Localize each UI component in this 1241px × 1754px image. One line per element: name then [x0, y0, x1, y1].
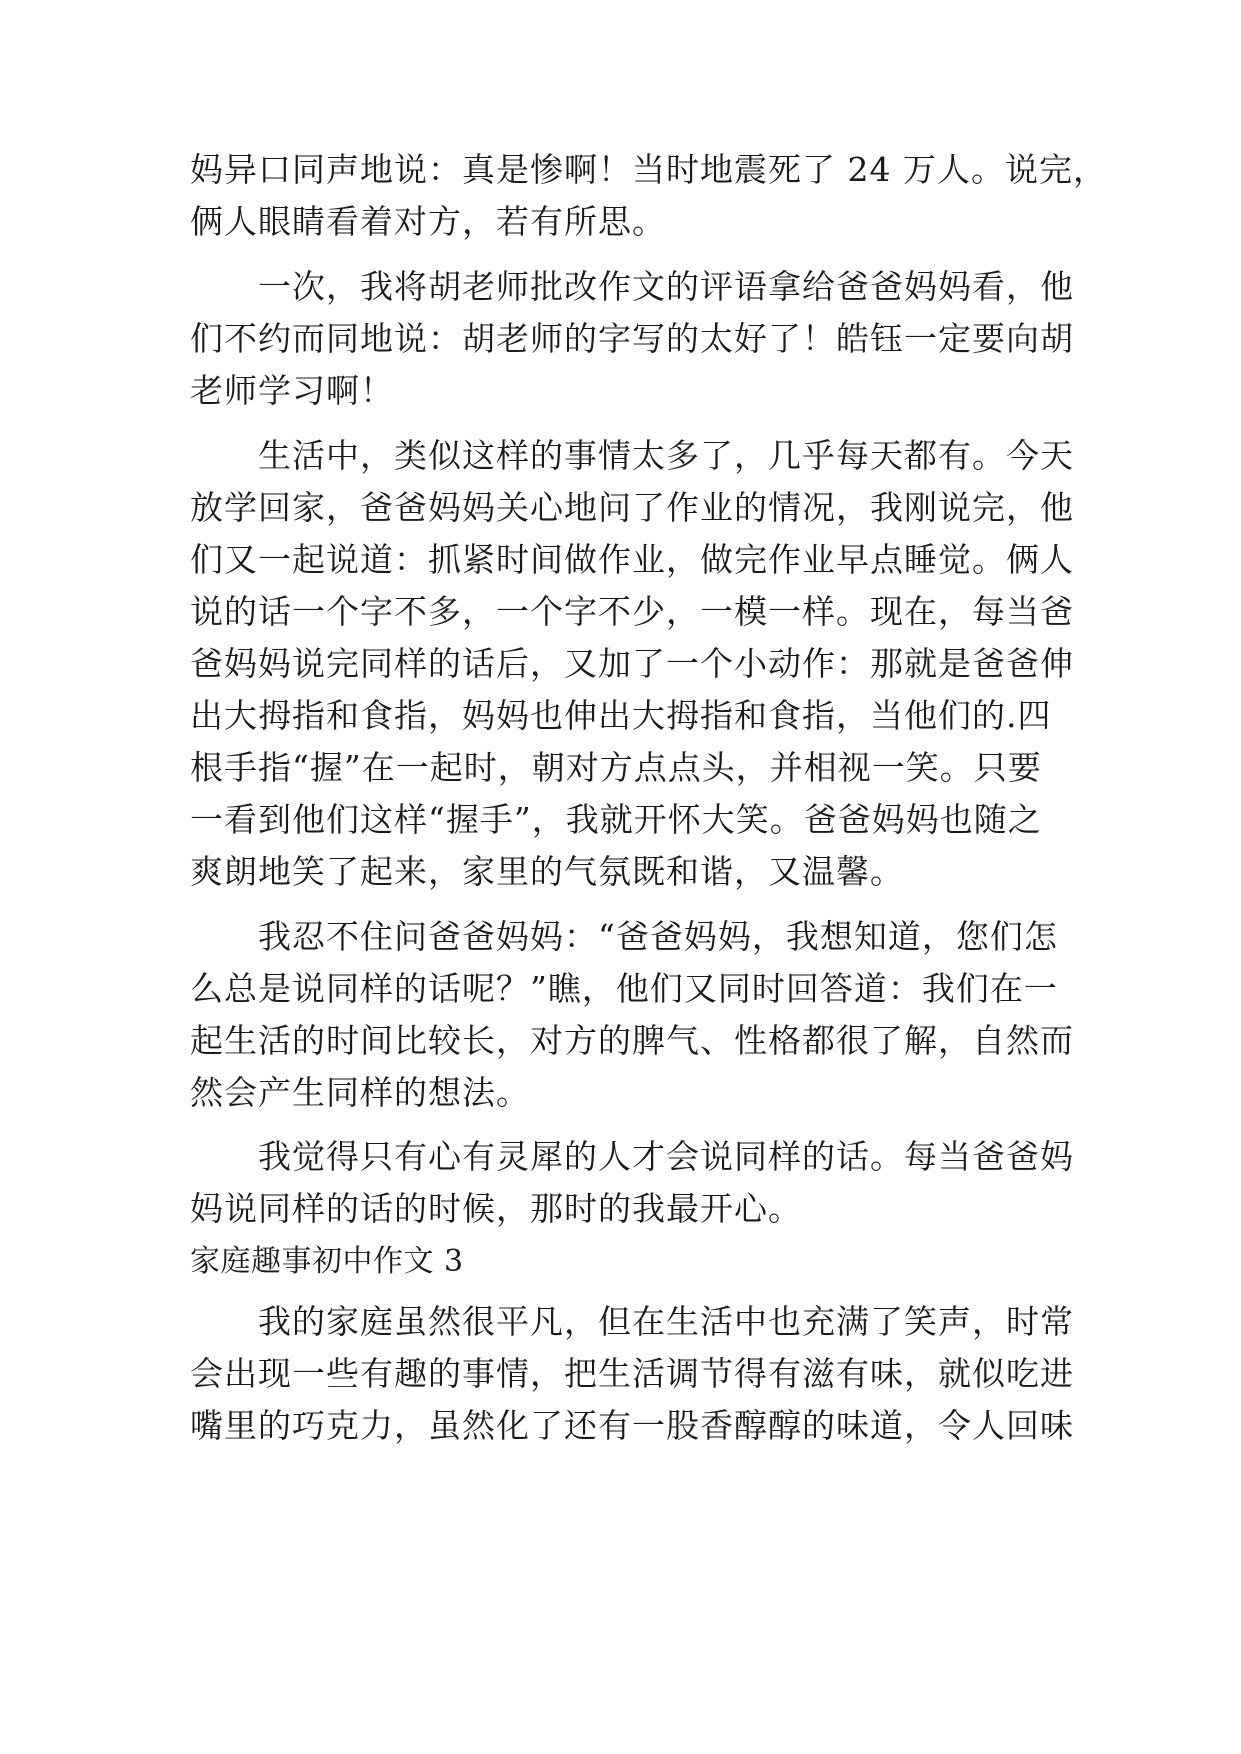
text-line: 老师学习啊！: [190, 371, 394, 410]
text-line: 妈异口同声地说：真是惨啊！当时地震死了 24 万人。说完，: [190, 150, 1107, 189]
text-line: 起生活的时间比较长，对方的脾气、性格都很了解，自然而: [190, 1021, 1074, 1060]
text-line: 一次，我将胡老师批改作文的评语拿给爸爸妈妈看，他: [190, 267, 1074, 306]
text-line: 妈说同样的话的时候，那时的我最开心。: [190, 1189, 802, 1228]
text-line: 俩人眼睛看着对方，若有所思。: [190, 202, 666, 241]
text-line: 一看到他们这样“握手”，我就开怀大笑。爸爸妈妈也随之: [190, 800, 1042, 839]
text-line: 根手指“握”在一起时，朝对方点点头，并相视一笑。只要: [190, 748, 1042, 787]
section-heading: 家庭趣事初中作文 3: [190, 1244, 464, 1279]
text-line: 出大拇指和食指，妈妈也伸出大拇指和食指，当他们的.四: [190, 696, 1052, 735]
text-line: 然会产生同样的想法。: [190, 1073, 530, 1112]
text-line: 我的家庭虽然很平凡，但在生活中也充满了笑声，时常: [190, 1302, 1074, 1341]
text-line: 么总是说同样的话呢？”瞧，他们又同时回答道：我们在一: [190, 969, 1058, 1008]
text-line: 我忍不住问爸爸妈妈：“爸爸妈妈，我想知道，您们怎: [190, 917, 1058, 956]
text-line: 我觉得只有心有灵犀的人才会说同样的话。每当爸爸妈: [190, 1137, 1074, 1176]
text-line: 放学回家，爸爸妈妈关心地问了作业的情况，我刚说完，他: [190, 488, 1074, 527]
text-line: 嘴里的巧克力，虽然化了还有一股香醇醇的味道，令人回味: [190, 1406, 1074, 1445]
text-line: 说的话一个字不多，一个字不少，一模一样。现在，每当爸: [190, 592, 1074, 631]
text-line: 爽朗地笑了起来，家里的气氛既和谐，又温馨。: [190, 852, 904, 891]
text-line: 们又一起说道：抓紧时间做作业，做完作业早点睡觉。俩人: [190, 540, 1074, 579]
text-line: 们不约而同地说：胡老师的字写的太好了！皓钰一定要向胡: [190, 319, 1074, 358]
text-line: 生活中，类似这样的事情太多了，几乎每天都有。今天: [190, 436, 1074, 475]
text-line: 会出现一些有趣的事情，把生活调节得有滋有味，就似吃进: [190, 1354, 1074, 1393]
text-line: 爸妈妈说完同样的话后，又加了一个小动作：那就是爸爸伸: [190, 644, 1074, 683]
